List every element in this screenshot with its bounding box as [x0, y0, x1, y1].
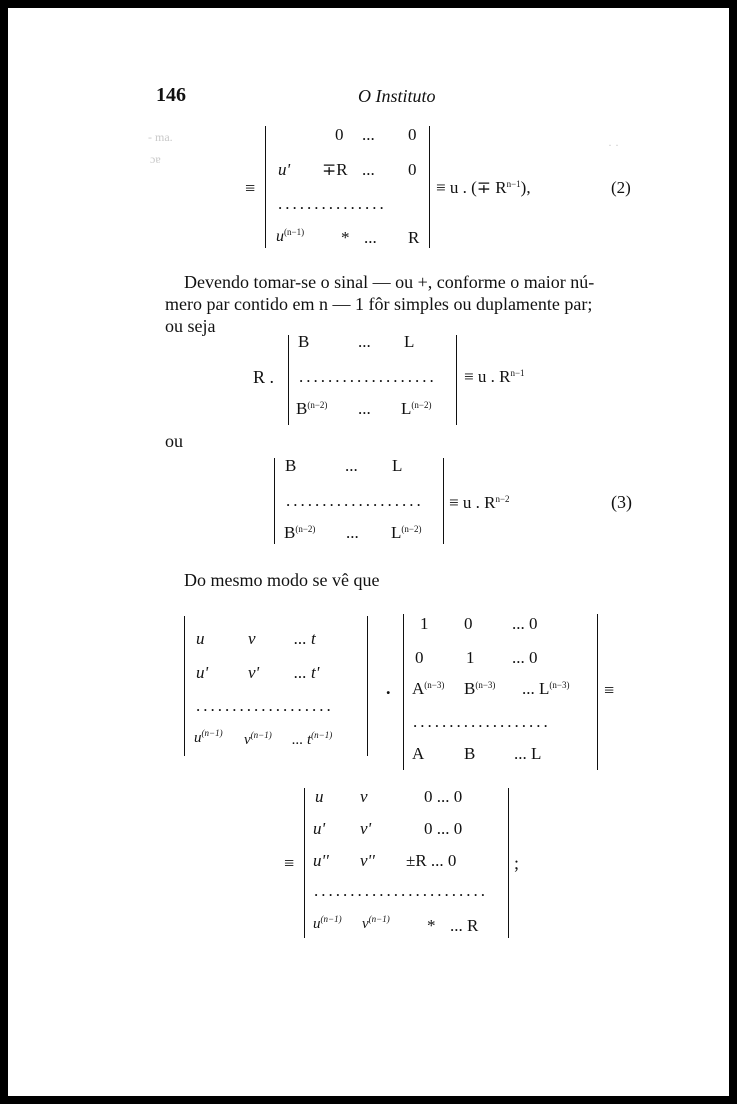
- matrix-cell: v'': [360, 851, 375, 870]
- matrix-cell: ... R: [450, 916, 479, 935]
- equation-number: (3): [611, 492, 632, 512]
- matrix-cell: 0: [415, 648, 424, 667]
- matrix-cell: ... $t^{(n-1)}$: [292, 730, 333, 748]
- matrix-cell: 1: [420, 614, 429, 633]
- matrix-cell: u': [278, 160, 291, 179]
- matrix-cell: ... t: [294, 629, 316, 648]
- determinant-bar-left: [403, 614, 404, 770]
- matrix-cell: 0: [464, 614, 473, 633]
- matrix-cell: v: [248, 629, 256, 648]
- matrix-cell: ...: [346, 523, 359, 542]
- paragraph-line: mero par contido em n — 1 fôr simples ou duplamente par;: [165, 294, 593, 314]
- matrix-cell: 0: [408, 125, 417, 144]
- matrix-cell: $A^{(n-3)}$: [412, 679, 445, 698]
- bleed-through-text: - ma.: [148, 130, 173, 144]
- matrix-dots-row: ...............: [278, 194, 387, 213]
- determinant-bar-right: [429, 126, 430, 248]
- matrix-cell: ...: [364, 228, 377, 247]
- matrix-cell: u': [313, 819, 326, 838]
- matrix-cell: $u^{(n-1)}$: [313, 914, 342, 932]
- matrix-cell: $B^{(n-2)}$: [284, 523, 316, 542]
- matrix-cell: ... $L^{(n-3)}$: [522, 679, 570, 698]
- matrix-cell: ...: [358, 332, 371, 351]
- matrix-cell: ... 0: [512, 614, 538, 633]
- matrix-cell: 0 ... 0: [424, 819, 463, 838]
- equation-rhs: ≡ u . $R^{n-2}$: [449, 493, 510, 512]
- equiv-sign: ≡: [604, 680, 615, 700]
- matrix-cell: ... 0: [512, 648, 538, 667]
- bleed-through-text: ɔɐ: [150, 152, 161, 166]
- matrix-cell: $v^{(n-1)}$: [362, 914, 390, 932]
- matrix-cell: $B^{(n-2)}$: [296, 399, 328, 418]
- matrix-cell: ... t': [294, 663, 320, 682]
- matrix-cell: ...: [345, 456, 358, 475]
- determinant-bar-right: [597, 614, 598, 770]
- matrix-cell: v': [360, 819, 372, 838]
- matrix-cell: $v^{(n-1)}$: [244, 730, 272, 748]
- matrix-cell: B: [285, 456, 297, 475]
- matrix-cell: B: [298, 332, 310, 351]
- matrix-cell: ∓R: [322, 160, 348, 179]
- bleed-through-text: · ·: [608, 138, 619, 152]
- equation-rhs: ≡ u . $R^{n-1}$: [464, 367, 525, 386]
- determinant-bar-left: [265, 126, 266, 248]
- equation-rhs: ≡ u . (∓ $R^{n-1}$),: [436, 178, 531, 197]
- paragraph-line: Do mesmo modo se vê que: [184, 570, 380, 590]
- matrix-cell: B: [464, 744, 476, 763]
- matrix-cell: 0: [335, 125, 344, 144]
- matrix-cell: u: [196, 629, 205, 648]
- matrix-cell: ... L: [514, 744, 542, 763]
- multiplication-dot: .: [386, 678, 391, 698]
- running-title: O Instituto: [358, 86, 436, 106]
- matrix-cell: $B^{(n-3)}$: [464, 679, 496, 698]
- page-number: 146: [156, 84, 186, 106]
- equiv-sign: ≡: [245, 178, 256, 198]
- matrix-dots-row: ........................: [314, 881, 488, 900]
- matrix-cell: 0 ... 0: [424, 787, 463, 806]
- semicolon: ;: [514, 853, 520, 873]
- matrix-cell: ...: [362, 160, 375, 179]
- equiv-sign: ≡: [284, 853, 295, 873]
- matrix-dots-row: ...................: [196, 696, 334, 715]
- paragraph-line: ou seja: [165, 316, 216, 336]
- matrix-cell: ±R ... 0: [406, 851, 457, 870]
- matrix-cell: L: [404, 332, 415, 351]
- matrix-cell: ...: [358, 399, 371, 418]
- matrix-cell: $u^{(n-1)}$: [194, 728, 223, 746]
- determinant-bar-left: [304, 788, 305, 938]
- matrix-cell: *: [427, 916, 436, 935]
- paragraph-line: Devendo tomar-se o sinal — ou +, conforme o maior nú-: [184, 272, 595, 292]
- equation-number: (2): [611, 178, 631, 197]
- determinant-bar-right: [367, 616, 368, 756]
- page: [8, 8, 729, 1096]
- determinant-prefix: R .: [253, 367, 275, 387]
- matrix-cell: u: [315, 787, 324, 806]
- matrix-dots-row: ...................: [413, 712, 551, 731]
- matrix-cell: L: [392, 456, 403, 475]
- matrix-cell: $L^{(n-2)}$: [401, 399, 432, 418]
- matrix-cell: 1: [466, 648, 475, 667]
- matrix-cell: $u^{(n-1)}$: [276, 227, 305, 245]
- matrix-cell: R: [408, 228, 420, 247]
- determinant-bar-left: [288, 335, 289, 425]
- matrix-cell: ...: [362, 125, 375, 144]
- matrix-cell: u': [196, 663, 209, 682]
- matrix-cell: v: [360, 787, 368, 806]
- determinant-bar-right: [508, 788, 509, 938]
- matrix-cell: v': [248, 663, 260, 682]
- determinant-bar-left: [274, 458, 275, 544]
- matrix-cell: *: [341, 228, 350, 247]
- matrix-cell: A: [412, 744, 425, 763]
- connector-text: ou: [165, 431, 183, 451]
- matrix-cell: u'': [313, 851, 329, 870]
- determinant-bar-left: [184, 616, 185, 756]
- matrix-dots-row: ...................: [299, 367, 437, 386]
- determinant-bar-right: [443, 458, 444, 544]
- matrix-cell: 0: [408, 160, 417, 179]
- matrix-dots-row: ...................: [286, 491, 424, 510]
- determinant-bar-right: [456, 335, 457, 425]
- matrix-cell: $L^{(n-2)}$: [391, 523, 422, 542]
